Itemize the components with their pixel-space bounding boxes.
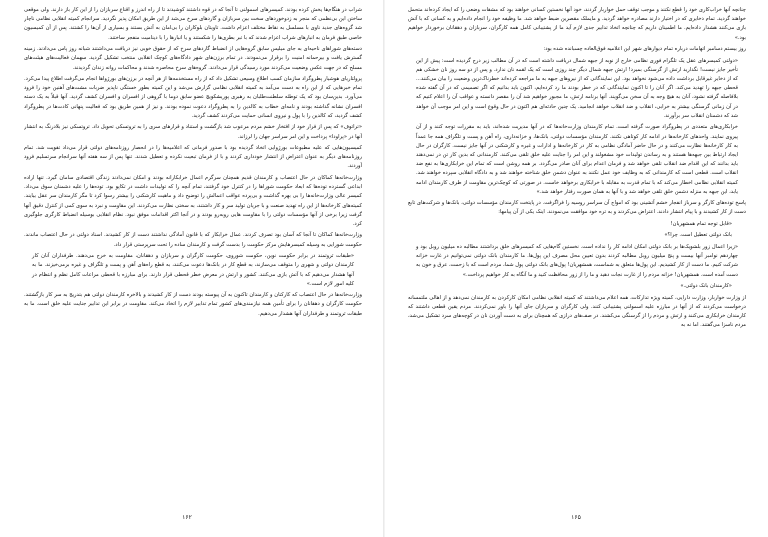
left-page-text — [24, 6, 362, 502]
paragraph: از وزارت خواربار، وزارت دارایی، کمیته ویژه تدارکات، همه اعلام می‌داشتند که کمیته انقلابی نظامی امکان کارکردن به کارمندان نمی‌دهد و از اهالی ملتمسانه درخواست می‌کردند که از آنها در مبارزه علیه اسمولنی پشتیبانی کنند. ولی کارگران و سربازان جای آنها را باور نمی‌کردند. مردم یقین قطعی داشتند که کارمندان خرابکاری می‌کنند و ارتش و مردم را از گرسنگی می‌کشند. در صف‌های درازی که همچنان برای به دست آوردن نان در کوچه‌های سرد تشکیل می‌شد، مردم ناسزا می‌گفتند. اما نه به — [408, 294, 746, 329]
quoted-paragraph: خرابکاری‌های متعددی در پطروگراد صورت گرفته است. تمام کارمندان وزارت‌خانه‌ها که در آنها مدیریت شده‌اند، باید به مقررات توجه کنند و از آن پیروی نمایند. واحدهای کارخانه‌ها در ادامه کار کوتاهی نکنند. کارمندان مؤسسات دولتی، بانک‌ها، و خزانه‌داری، راه آهن و پست و تلگراف همه جا عمداً به کار کارخانه‌ها نظارت می‌کنند و در حال حاضر آمادگی نظامی به کار در کارخانه‌ها و ادارات و غیره و کارشکنی در آنها جایز نیست. کارگران در حال ایجاد ارتباط بین جبهه‌ها هستند و به رساندن تولیدات خود مشغولند و این امر را جنایت علیه خلق تلقی می‌کنند. کارمندانی که بدین کار تن در نمی‌دهند باید بدانند که این اقدام ضد انقلاب تلقی خواهد شد و فرمان اعدام برای آنان صادر می‌گردد. بر همه روشن است که تمام این خرابکاری‌ها به نفع ضد انقلاب است. قطعی است که کارمندانی که به وظایف خود عمل نکنند به عنوان دشمن خلق شناخته خواهند شد و به دادگاه انقلابی سپرده خواهند شد. کمیته انقلابی نظامی اخطار می‌کند که با تمام قدرت به مقابله با خرابکاری برخواهد خاست. در صورتی که کوچک‌ترین مقاومت از طرف کارمندان ادامه یابد، این جبهه به منزله دشمن خلق تلقی خواهد شد و با آنها به همان صورت رفتار خواهد شد.» — [416, 124, 738, 195]
paragraph: «تراتوف» که پس از فرار خود از افتخار خشم مردم مرعوب شد بازگشت و استناد و قرارهای سری را به تروتسکی تحویل داد. تروتسکی نیز بلادرنگ به انتشار آنها در «پراودا» پرداخت و این امر سراسر جهان را لرزاند. — [24, 124, 362, 140]
page-number: ۱۶۵ — [571, 514, 581, 521]
paragraph: وزارت‌خانه‌ها کماکان تا آنجا که آسان بود تصرف کردند. عمال خرابکار که با قانون آمادگی نداشتند دست از کار کشیدند. اسناد دولتی در حال اعتصاب ماندند. حکومت شورایی به وسیله کمیسرهایش مرکز حکومت را بدست گرفت و کارمندان ساده را تحت سرپرستی قرار داد. — [24, 232, 362, 248]
paragraph: روز بیستم دسامبر اتهامات درباره تمام دیوارهای شهر این اعلامیه فوق‌العاده چسبانده شده بود: — [543, 46, 746, 53]
quoted-paragraph: «طبقات ثروتمند در برابر حکومت نوین، حکومت شوروی، حکومت کارگران و سربازان و دهقانان، مقاومت به خرج می‌دهند. طرفداران آنان کار کارمندان دولتی و شهری را متوقف می‌سازند، به قطع کار در بانک‌ها دعوت می‌کنند، به قطع راه‌های آهن و پست و تلگراف و غیره برمی‌خیزند. ما به آنها هشدار می‌دهیم که با آتش بازی می‌کنند. کشور و ارتش در معرض خطر قحطی قرار دارند. برای مبارزه با قحطی مراعات کامل نظم و انتظام در کلیه امور لازم است.» — [32, 253, 354, 287]
quoted-paragraph: «دولتی کمیسرهای عقل یک تلگرام فوری نظامی خارج از نوبه از جبهه شمال دریافت داشته است که در آن مطالب زیر درج گردیده است: پیش از این تأخیر جایز نیست! نگذارید ارتش از گرسنگی بمیرد! ارتش جبهه شمال دیگر چند روزی است که یک لقمه نان ندارد. و پس از دو سه روز نان خشکی هم که از ذخایر غیرقابل برداشت داده می‌شود نخواهد بود. این نمایندگانی که از نیروهای جبهه به ما مراجعه کرده‌اند خطرناک‌ترین وضعیت را بیان می‌کنند... قحطی جبهه را تهدید می‌کند. اگر آنان را تا اکنون نمایندگانی که در خطر بودند ما رد کرده‌ایم، اکنون باید بدانیم که اگر تصمیمی که در آن گفته شده بلافاصله گرفته نشود، آنان به هیچ وجه به آن سخن می‌گویند. آنها برنامه ارتش، ما مجبور خواهیم شد آن را مقصر دانسته و عواقب آن را اعلام کنیم که در آن زمانی گرسنگی بیشتر به خرابی، انقلاب و ضد انقلاب خواهد انجامید. یک چنین حادثه‌ای هم اکنون در حال وقوع است و این امر موجب آن خواهد شد که دشمنان انقلاب سر برآورند. — [416, 57, 738, 119]
paragraph: شراب در هنگام‌ها یخش کرده بودند. کمیسرهای اسمولنی تا آنجا که در قوه داشتند کوشیدند تا از راه اندرز و اقناع سربازان را از این کار باز دارند. ولی موقعی ساختن این بی‌نظمی که منجر به زدوخوردهای سخت بین سربازان و گارد‌های سرخ می‌شد از این طریق امکان پذیر نگردید. سرانجام کمیته انقلابی نظامی ناچار شد گروه‌های جدید ناوی با مسلسل به نقاط مختلف اعزام داشت. تاویتان بلوکار‌ان را بی‌امان به آتش بستند و بسیاری از آن‌ها را کشتند. پس از آن کمیسیون خاصی طبق فرمان به انبارهای شراب اعزام شدند که با تبر بطری‌ها را شکستند و یا انبارها را با دینامیت منفجر ساختند. — [24, 7, 362, 41]
quoted-paragraph: «زیرا اعمال زور بلشویک‌ها بر بانک دولتی امکان ادامه کار را نداده است. نخستین گام‌هایی که کمیسرهای خلق برداشتند مطالبه ده میلیون روبل بود و چهاردهم نوامبر آنها بیست و پنج میلیون روبل مطالبه کردند بدون تعیین محل مصرف این پول‌ها. ما کارمندان بانک دولتی نمی‌توانیم در غارت خزانه شرکت کنیم. ما دست از کار کشیدیم. این پول‌ها متعلق به شماست، همشهریان! پول‌های بانک دولتی پول شما، مردم است که با زحمت، عرق و خون به دست آمده است. همشهریان! خزانه مردم را از غارت نجات دهید و ما را از زور محافظت کنید و ما آنگاه به کار خواهیم پرداخت.» — [416, 243, 738, 278]
paragraph: کمیسیون‌هایی که علیه مطبوعات بورژوایی اتخاذ گردیده بود با صدور فرمانی که اعلامیه‌ها را در انحصار روزنامه‌های دولتی قرار می‌داد تقویت شد. تمام روزنامه‌های دیگر به عنوان اعتراض از انتشار خودداری کردند و با از فرمان تبعیت نکرده و تعطیل شدند. تنها پس از سه هفته آنها سرانجام سرتسلیم فرود آوردند. — [24, 145, 362, 170]
paragraph: وزارت‌خانه‌ها در حال اعتصاب که کارکنان و کارمندان تاکنون به آن پیوسته بودند دست از کار کشیدند و بالاخره کارمندان دولتی هم بتدریج به سر کار بازگشتند. حکومت کارگران و دهقانان را برای تأمین همه نیازمندی‌های کشور تمام تدابیر لازم را اتخاذ می‌کند. مقاومت در برابر این تدابیر جنایت علیه خلق است. ما به طبقات ثروتمند و طرفداران آنها هشدار می‌دهیم. — [24, 292, 362, 317]
paragraph: چنانچه آنها خراب‌کاری خود را قطع نکنند و موجب توقف حمل خواربار گردند، خود آنها نخستین کسانی خواهند بود که مشقات وضعی را که ایجاد کرده‌اند متحمل خواهند گردید. تمام ذخایری که در اختیار دارند مصادره خواهد گردید. و مایملک مقصرین ضبط خواهد شد. ما وظیفه خود را انجام داده‌ایم و به کسانی که با آتش بازی می‌کنند هشدار داده‌ایم. ما اطمینان داریم که چنانچه اتخاذ تدابیر جدی لازم آید ما از پشتیبانی کامل همه کارگران، سربازان و دهقانان برخوردار خواهیم بود.» — [408, 7, 746, 41]
paragraph: دسته‌های شوراهای ناحیه‌ای به جای میلیس سابق گروه‌هایی از انضباط گارد‌های سرخ که از حقوق خوبی نیز دریافت می‌داشتند شبانه روز پاس می‌دادند. زمینه گسترش یافت و بیرحمانه امنیت را برقرار می‌نمودند. در تمام برزن‌های شهر دادگاه‌های کوچک انقلابی منتخب تشکیل گردید. سهمان فعالیت‌های هیئت‌های مسلح که در جهت عکس وضعیت می‌کردند مورد رسیدگی قرار می‌دادند. گروه‌های سرخ محاصره شدند و محاکمات روانه زندان گردیدند. — [24, 46, 362, 71]
quoted-heading: «قابل توجه تمام همشهریان! — [670, 220, 732, 227]
paragraph: پرولتاریای هوشیار پطروگراد سازمان کسب اطلاع وسیعی تشکیل داد که از راه مستخدمه‌ها از هر آنچه در برزن‌های بورژوا‌ها انجام می‌گرفت اطلاع پیدا می‌کرد. تمام خبرهایی که از این راه به دست می‌آمد به کمیته انقلابی نظامی گزارش می‌شد و این کمیته بطور خستگی ناپذیر ضربات مشت‌های آهنین خود را فرود می‌آورد. بدین‌سان بود که یک توطئه سلطنت‌طلبان به رهبری پوریشکویچ عضو سابق دوما با گروهی از افسران و افسران کشف گردید. آنها قبلاً به یک دسته افسران نشانه گذاشته بودند و نامه‌ای خطاب به کالدین را به پطروگراد دعوت نموده بودند. و نیز از همین طریق بود که فعالیت پنهانی کادت‌ها در پطروگراد کشف گردید، که کالدین را با پول و نیروی انسانی حمایت می‌کردند کشف گردید. — [24, 76, 362, 119]
page-number: ۱۶۲ — [182, 514, 192, 521]
quoted-signature: «کارمندان بانک دولتی.» — [680, 283, 732, 290]
right-page-text — [408, 6, 746, 502]
right-page — [384, 0, 768, 537]
quoted-heading: بانک دولتی تعطیل است. چرا؟» — [664, 232, 732, 239]
paragraph: وزارت‌خانه‌ها کماکان در حال اعتصاب و کارمندان قدیم همچنان سرگرم اعمال خرابکارانه بودند و امکان نمی‌دادند زندگی اقتصادی سامان گیرد. تنها اراده ابداعی گسترده توده‌ها که ابعاد حکومت شوراها را در کنترل خود گرفتند، تمام آنچه را که تولیدات داشت در تکاپو بود. توده‌ها را علیه دشمنان سوق می‌داد. کمیسر عالی وزارت‌خانه‌ها را بی بهره گذاشت و بی‌پرده عواقب اعمالش را توضیح داد و ماهیت کارشکنی را بیشتر رسوا کرد تا مگر کارمندان سر عقل بیایند. کمیته‌های کارخانه‌ها از این راه تهدید صنعت و با جریان تولید سر و کار داشتند، به سختی نظارت می‌کردند. این مقاومت و نبرد به سوی کمی از کنترل دقیق آنها گرفت زیرا برخی از آنها مؤسسات دولتی را با مقاومت هایی روبه‌رو بودند و در آنجا اکثر اقدامات موفق نبود. نظام انقلابی بوسیله انضباط کارگری جلوگیری کرد. — [24, 174, 362, 227]
paragraph: پاسخ توده‌های کارگر و سرباز انفجار خشم آتشینی بود که امواج آن سراسر روسیه را فراگرفت. در پایتخت کارمندان مؤسسات دولتی، بانک‌ها و شرکت‌های تابع دست از کار کشیدند و با پیام انتشار دادند. اعتراض می‌کردند و به تره خود موافقت می‌نمودند. اینک یکی از آن پیامها: — [408, 200, 746, 216]
